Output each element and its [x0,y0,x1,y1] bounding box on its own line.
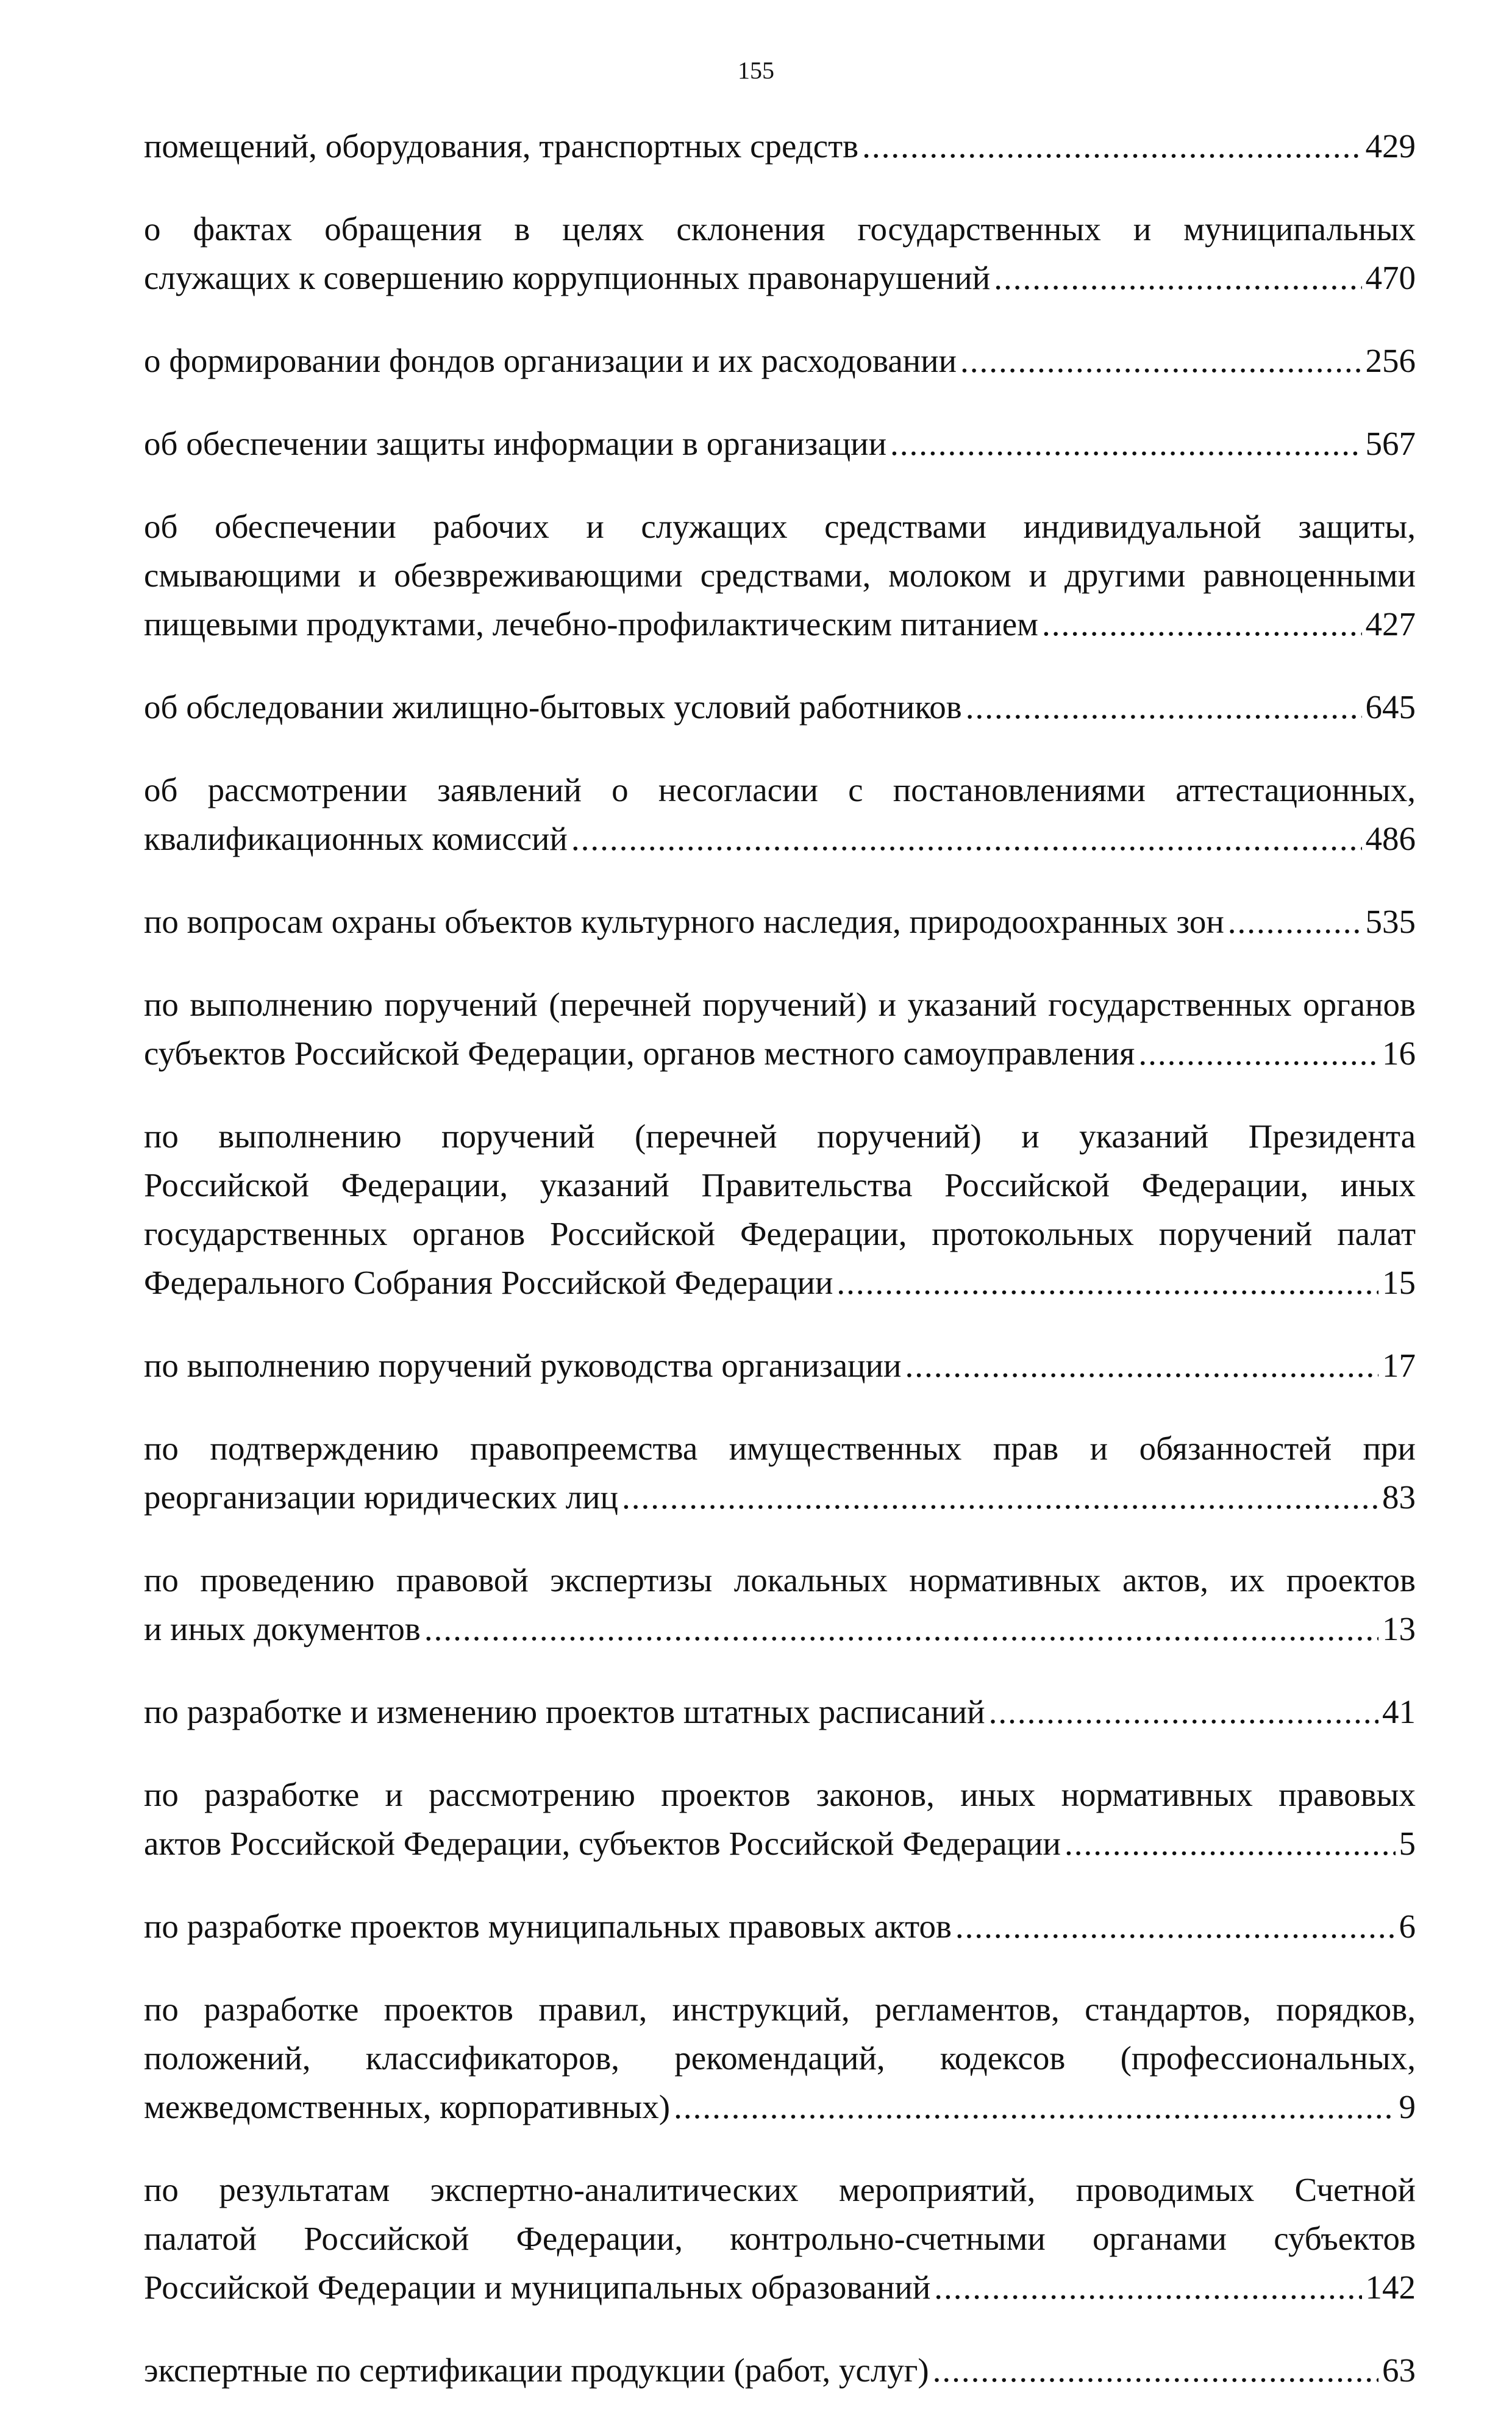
entry-last-line [144,254,1416,302]
entry-last-line [144,2346,1416,2395]
entry-text-line: и иных документов [144,1610,421,1647]
page-reference: 16 [1382,1035,1416,1072]
page-reference: 535 [1365,903,1416,940]
entry-text-line: по разработке и рассмотрению проектов законов, иных нормативных правовых [144,1776,1416,1813]
page-reference: 41 [1382,1693,1416,1730]
dot-leader [989,1688,1378,1736]
entry-text-line: по подтверждению правопреемства имущественных прав и обязанностей при [144,1430,1416,1467]
entry-text-line: по результатам экспертно-аналитических мероприятий, проводимых Счетной [144,2171,1416,2208]
dot-leader [1064,1819,1396,1868]
dot-leader [890,419,1361,468]
entry-text-line: палатой Российской Федерации, контрольно-счетными органами субъектов [144,2220,1416,2257]
entry-last-line [144,419,1416,468]
entry-last-line [144,1029,1416,1078]
entry-last-line [144,1819,1416,1868]
dot-leader [424,1605,1378,1653]
index-entry [144,1341,1416,1390]
entry-last-line [144,683,1416,732]
entry-text-line: об обеспечении защиты информации в организации [144,425,887,462]
index-entry [144,2166,1416,2312]
entry-text-line: по разработке и изменению проектов штатных расписаний [144,1693,985,1730]
entry-text-line: экспертные по сертификации продукции (работ, услуг) [144,2352,929,2389]
entry-text-line: реорганизации юридических лиц [144,1478,618,1516]
entry-text-line: квалификационных комиссий [144,820,568,857]
dot-leader [836,1258,1378,1307]
dot-leader [1228,897,1362,946]
entry-text-line: по выполнению поручений (перечней поручений) и указаний государственных органов [144,986,1416,1023]
entry-text-line: межведомственных, корпоративных) [144,2088,671,2125]
page-reference: 17 [1382,1347,1416,1384]
entry-text-line: служащих к совершению коррупционных правонарушений [144,259,991,296]
index-entry [144,1112,1416,1307]
index-entry [144,337,1416,385]
entry-text-line: по выполнению поручений (перечней поручений) и указаний Президента [144,1118,1416,1155]
page-reference: 15 [1382,1264,1416,1301]
page-reference: 142 [1365,2269,1416,2306]
index-entry [144,205,1416,302]
dot-leader [960,337,1361,385]
entry-text-line: по вопросам охраны объектов культурного наследия, природоохранных зон [144,903,1224,940]
entry-text-line: актов Российской Федерации, субъектов Российской Федерации [144,1825,1061,1862]
dot-leader [862,122,1361,171]
index-entry [144,122,1416,171]
index-entry [144,1556,1416,1653]
entry-text-line: смывающими и обезвреживающими средствами, молоком и другими равноценными [144,557,1416,594]
entry-text-line: субъектов Российской Федерации, органов местного самоуправления [144,1035,1135,1072]
entry-last-line [144,2263,1416,2312]
dot-leader [1138,1029,1378,1078]
entry-text-line: о формировании фондов организации и их расходовании [144,342,957,379]
index-entry [144,1424,1416,1522]
entry-last-line [144,1605,1416,1653]
entry-last-line [144,1258,1416,1307]
page-reference: 13 [1382,1610,1416,1647]
entry-text-line: по выполнению поручений руководства организации [144,1347,902,1384]
entry-last-line [144,337,1416,385]
page-reference: 486 [1365,820,1416,857]
entry-last-line [144,1688,1416,1736]
entry-last-line [144,1902,1416,1951]
entry-text-line: помещений, оборудования, транспортных средств [144,127,859,165]
dot-leader [934,2263,1361,2312]
dot-leader [933,2346,1378,2395]
index-entry [144,1985,1416,2131]
page-reference: 63 [1382,2352,1416,2389]
page-reference: 470 [1365,259,1416,296]
index-entry [144,980,1416,1078]
dot-leader [674,2083,1395,2131]
dot-leader [1042,600,1362,649]
page-number: 155 [738,57,774,84]
entry-last-line [144,1473,1416,1522]
entry-text-line: Российской Федерации, указаний Правительства Российской Федерации, иных [144,1166,1416,1204]
page-reference: 645 [1365,688,1416,726]
entry-text-line: о фактах обращения в целях склонения государственных и муниципальных [144,210,1416,248]
index-entry [144,419,1416,468]
index-entry [144,1902,1416,1951]
page-reference: 427 [1365,605,1416,643]
index-entry [144,1771,1416,1868]
dot-leader [571,815,1362,863]
entry-text-line: пищевыми продуктами, лечебно-профилактическим питанием [144,605,1038,643]
entry-text-line: по разработке проектов муниципальных правовых актов [144,1908,952,1945]
page-reference: 5 [1399,1825,1416,1862]
entry-last-line [144,1341,1416,1390]
dot-leader [905,1341,1378,1390]
dot-leader [994,254,1361,302]
entry-text-line: об обследовании жилищно-бытовых условий работников [144,688,962,726]
entry-last-line [144,600,1416,649]
page-reference: 567 [1365,425,1416,462]
page-reference: 9 [1399,2088,1416,2125]
page-reference: 83 [1382,1478,1416,1516]
dot-leader [955,1902,1396,1951]
index-entry [144,502,1416,649]
entry-text-line: Федерального Собрания Российской Федерации [144,1264,833,1301]
entry-text-line: об обеспечении рабочих и служащих средствами индивидуальной защиты, [144,508,1416,545]
entry-text-line: об рассмотрении заявлений о несогласии с постановлениями аттестационных, [144,771,1416,808]
index-entry [144,683,1416,732]
entry-last-line [144,122,1416,171]
index-entry [144,2346,1416,2395]
page-reference: 6 [1399,1908,1416,1945]
index-entry [144,766,1416,863]
entry-last-line [144,897,1416,946]
index-list [144,122,1416,2429]
page-reference: 429 [1365,127,1416,165]
entry-text-line: по проведению правовой экспертизы локальных нормативных актов, их проектов [144,1561,1416,1599]
entry-text-line: Российской Федерации и муниципальных образований [144,2269,931,2306]
entry-text-line: по разработке проектов правил, инструкций, регламентов, стандартов, порядков, [144,1991,1416,2028]
dot-leader [622,1473,1378,1522]
index-entry [144,1688,1416,1736]
entry-text-line: государственных органов Российской Федерации, протокольных поручений палат [144,1215,1416,1252]
page-reference: 256 [1365,342,1416,379]
entry-text-line: положений, классификаторов, рекомендаций, кодексов (профессиональных, [144,2039,1416,2077]
entry-last-line [144,2083,1416,2131]
entry-last-line [144,815,1416,863]
index-entry [144,897,1416,946]
dot-leader [966,683,1362,732]
